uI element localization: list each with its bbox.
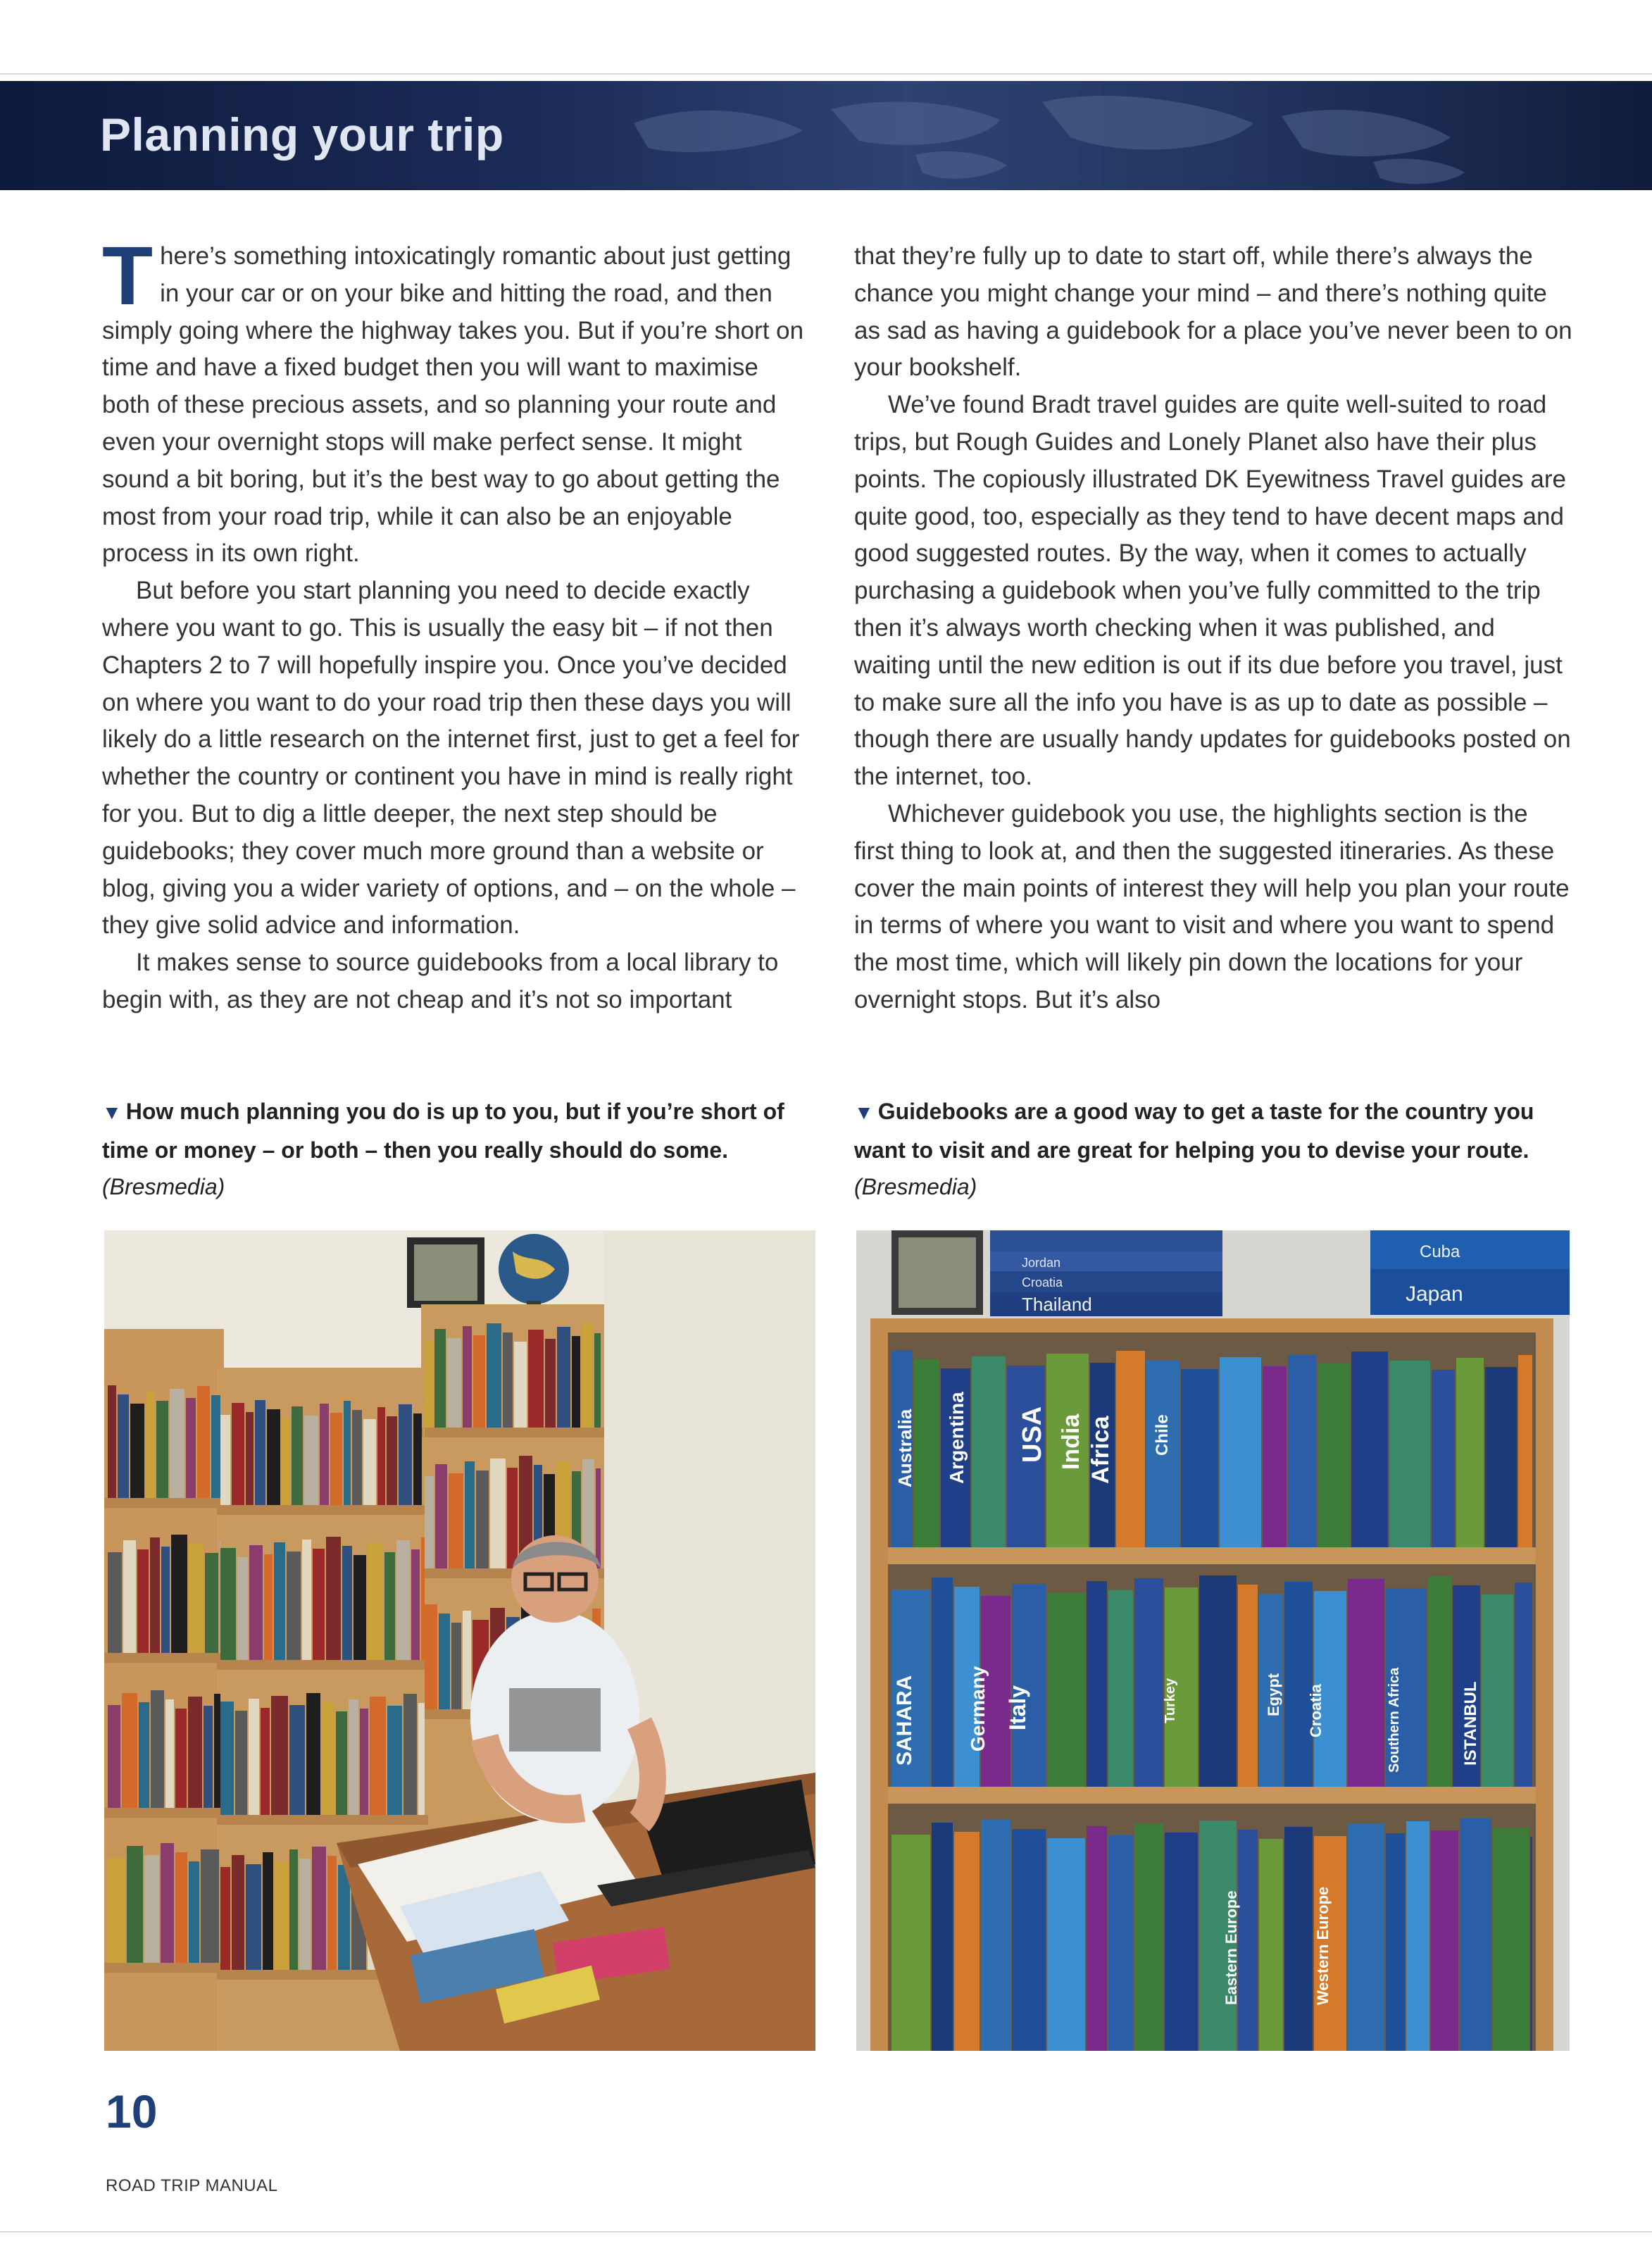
spine-label: Argentina xyxy=(946,1392,968,1484)
book-spine xyxy=(1087,1581,1107,1787)
book-spine xyxy=(188,1697,202,1808)
spine-label: Cuba xyxy=(1420,1242,1460,1261)
book-spine xyxy=(413,1413,422,1505)
book-spine xyxy=(1108,1835,1133,2051)
book-spine xyxy=(289,1849,298,1970)
book-spine xyxy=(463,1326,472,1428)
book-spine xyxy=(151,1690,164,1808)
book-spine xyxy=(425,1476,434,1568)
book-spine xyxy=(261,1708,270,1815)
book-spine xyxy=(130,1404,144,1498)
book-spine xyxy=(503,1332,513,1428)
book-spine xyxy=(1165,1833,1198,2051)
book-spine xyxy=(423,1402,425,1505)
book-spine xyxy=(170,1389,184,1498)
book-spine xyxy=(421,1537,425,1660)
book-spine xyxy=(249,1545,263,1660)
spine-label: Jordan xyxy=(1022,1256,1061,1270)
book-spine xyxy=(396,1540,410,1660)
book-spine xyxy=(594,1333,601,1428)
book-spine xyxy=(304,1416,318,1505)
book-spine xyxy=(572,1336,580,1428)
book-spine xyxy=(302,1540,311,1660)
book-spine xyxy=(1263,1366,1287,1547)
book-spine xyxy=(891,1835,930,2051)
book-spine xyxy=(275,1861,288,1970)
spine-label: Chile xyxy=(1153,1414,1172,1456)
book-spine xyxy=(368,1543,383,1660)
book-spine xyxy=(1348,1824,1384,2051)
book-spine xyxy=(377,1407,385,1505)
book-spine xyxy=(434,1329,446,1428)
book-spine xyxy=(344,1401,351,1505)
spine-label: Japan xyxy=(1406,1282,1463,1306)
book-spine xyxy=(232,1403,244,1505)
caption-triangle-icon: ▼ xyxy=(854,1101,874,1123)
book-spine xyxy=(384,1552,395,1660)
book-spine xyxy=(137,1549,149,1653)
book-spine xyxy=(189,1544,204,1653)
book-spine xyxy=(1485,1367,1517,1547)
book-spine xyxy=(220,1415,230,1505)
photo-man-planning xyxy=(104,1230,815,2051)
left-text-column xyxy=(102,230,806,1019)
book-spine xyxy=(320,1404,329,1505)
book-spine xyxy=(1181,1369,1218,1547)
book-spine xyxy=(139,1702,149,1808)
section-banner xyxy=(0,81,1652,190)
book-spine xyxy=(232,1855,244,1970)
spine-label: Croatia xyxy=(1307,1684,1325,1737)
book-spine xyxy=(507,1468,518,1568)
book-spine xyxy=(289,1705,305,1815)
book-spine xyxy=(156,1401,168,1498)
book-spine xyxy=(349,1699,358,1815)
book-spine xyxy=(274,1542,285,1660)
book-spine xyxy=(1108,1590,1133,1787)
book-spine xyxy=(363,1419,376,1505)
spine-label: Thailand xyxy=(1022,1294,1092,1315)
book-spine xyxy=(425,1604,437,1709)
intro-paragraph xyxy=(102,230,806,573)
book-spine xyxy=(144,1855,159,1963)
book-spine xyxy=(165,1699,174,1808)
book-spine xyxy=(220,1548,236,1660)
top-rule xyxy=(0,73,1652,75)
book-spine xyxy=(545,1339,556,1428)
caption-text: Guidebooks are a good way to get a taste for the country you want to visit and are great for helping you to devise your route. xyxy=(854,1099,1534,1163)
book-spine xyxy=(189,1861,199,1963)
book-spine xyxy=(411,1549,420,1660)
book-spine xyxy=(1012,1829,1046,2051)
book-spine xyxy=(439,1613,450,1709)
book-spine xyxy=(1386,1833,1405,2051)
book-spine xyxy=(932,1578,953,1787)
book-spine xyxy=(418,1703,425,1815)
book-spine xyxy=(108,1858,125,1963)
spine-label: Croatia xyxy=(1022,1275,1063,1290)
book-spine xyxy=(205,1553,218,1653)
book-spine xyxy=(161,1843,174,1963)
book-spine xyxy=(255,1400,265,1505)
body-paragraph: Whichever guidebook you use, the highlights section is the first thing to look at, and then the suggested itineraries. As these cover the main points of interest they will help you plan your route in terms of where you want to visit and where you want to spend the most time, which will likely pin down the locations for your overnight stops. But it’s also xyxy=(854,799,1570,1013)
book-spine xyxy=(1087,1826,1107,2051)
book-spine xyxy=(490,1459,506,1568)
photo-credit: (Bresmedia) xyxy=(854,1174,977,1199)
book-spine xyxy=(1238,1830,1258,2051)
book-spine xyxy=(352,1410,362,1505)
page-title: Planning your trip xyxy=(100,108,504,161)
book-spine xyxy=(360,1709,368,1815)
right-text-column xyxy=(854,238,1572,1019)
book-spine xyxy=(463,1611,471,1709)
body-paragraph: But before you start planning you need to decide exactly where you want to go. This is usually the easy bit – if not then Chapters 2 to 7 will hopefully inspire you. Once you’ve decided on where you want to do your road trip then these days you will likely do a little research on the internet first, just to get a feel for whether the country or continent you have in mind is really right for you. But to dig a little deeper, the next step should be guidebooks; they cover much more ground than a website or blog, giving you a wider variety of options, and – on the whole – they give solid advice and information. xyxy=(102,577,800,940)
book-spine xyxy=(327,1856,337,1970)
book-spine xyxy=(249,1699,259,1815)
book-spine xyxy=(1351,1352,1388,1547)
caption-text: How much planning you do is up to you, but if you’re short of time or money – or both – then you really should do some. xyxy=(102,1099,784,1163)
book-spine xyxy=(171,1535,187,1653)
running-title: ROAD TRIP MANUAL xyxy=(106,2176,278,2195)
book-spine xyxy=(981,1820,1010,2051)
book-spine xyxy=(108,1385,116,1498)
book-spine xyxy=(312,1847,326,1970)
book-spine xyxy=(342,1546,352,1660)
book-spine xyxy=(465,1461,475,1568)
book-spine xyxy=(237,1557,248,1660)
book-spine xyxy=(214,1694,220,1808)
book-spine xyxy=(267,1409,280,1505)
book-spine xyxy=(263,1852,273,1970)
book-spine xyxy=(1518,1355,1532,1547)
book-spine xyxy=(1406,1821,1429,2051)
book-spine xyxy=(287,1552,301,1660)
spine-label: ISTANBUL xyxy=(1461,1681,1480,1766)
book-spine xyxy=(1284,1827,1313,2051)
book-spine xyxy=(1134,1578,1163,1787)
book-spine xyxy=(264,1554,273,1660)
book-spine xyxy=(1482,1594,1513,1787)
drop-cap: T xyxy=(102,230,154,323)
book-spine xyxy=(235,1711,247,1815)
photo-caption-left xyxy=(102,1093,806,1206)
book-spine xyxy=(1456,1358,1484,1547)
book-spine xyxy=(146,1392,155,1498)
book-spine xyxy=(387,1416,397,1505)
book-spine xyxy=(954,1832,980,2051)
book-spine xyxy=(582,1324,593,1428)
book-spine xyxy=(175,1709,187,1808)
book-spine xyxy=(447,1338,461,1428)
book-spine xyxy=(435,1464,447,1568)
spine-label: Southern Africa xyxy=(1387,1667,1402,1773)
book-spine xyxy=(175,1852,187,1963)
book-spine xyxy=(487,1323,501,1428)
book-spine xyxy=(1238,1585,1258,1787)
book-spine xyxy=(1515,1583,1532,1787)
book-spine xyxy=(476,1471,489,1568)
book-spine xyxy=(322,1702,334,1815)
book-spine xyxy=(473,1335,485,1428)
spine-label: Australia xyxy=(894,1409,915,1487)
book-spine xyxy=(292,1406,303,1505)
photo-credit: (Bresmedia) xyxy=(102,1174,225,1199)
spine-label: India xyxy=(1058,1413,1084,1470)
book-spine xyxy=(1047,1838,1085,2051)
book-spine xyxy=(211,1395,220,1498)
photo-guidebook-shelf xyxy=(856,1230,1570,2051)
book-spine xyxy=(1530,1837,1532,2051)
book-spine xyxy=(1259,1839,1283,2051)
book-spine xyxy=(1220,1357,1261,1547)
book-spine xyxy=(1318,1363,1350,1547)
book-spine xyxy=(204,1706,213,1808)
book-spine xyxy=(246,1412,254,1505)
book-spine xyxy=(403,1694,417,1815)
book-spine xyxy=(108,1552,122,1653)
book-spine xyxy=(932,1823,953,2051)
book-spine xyxy=(1389,1361,1430,1547)
spine-label: Eastern Europe xyxy=(1222,1890,1240,2005)
book-spine xyxy=(127,1846,143,1963)
book-spine xyxy=(306,1693,320,1815)
spine-label: Germany xyxy=(967,1666,989,1752)
book-spine xyxy=(330,1413,342,1505)
spine-label: Africa xyxy=(1087,1416,1114,1484)
book-spine xyxy=(299,1859,311,1970)
book-spine xyxy=(451,1623,461,1709)
book-spine xyxy=(282,1418,290,1505)
book-spine xyxy=(353,1555,366,1660)
caption-triangle-icon: ▼ xyxy=(102,1101,122,1123)
book-spine xyxy=(123,1540,136,1653)
intro-paragraph-text: here’s something intoxicatingly romantic about just getting in your car or on your bike and hitting the road, and then simply going where the highway takes you. But if you’re short on time and have a fixed budget then you will want to maximise both of these precious assets, and so planning your route and even your overnight stops will make perfect sense. It might sound a bit boring, but it’s the best way to go about getting the most from your road trip, while it can also be an enjoyable process in its own right. xyxy=(102,242,804,568)
spine-label: Turkey xyxy=(1163,1678,1178,1723)
book-spine xyxy=(425,1341,433,1428)
book-spine xyxy=(220,1702,234,1815)
spine-label: Italy xyxy=(1005,1685,1030,1730)
book-spine xyxy=(1428,1576,1451,1787)
book-spine xyxy=(118,1394,129,1498)
body-paragraph: that they’re fully up to date to start off, while there’s always the chance you might change your mind – and there’s nothing quite as sad as having a guidebook for a place you’ve never been to on your bookshelf. xyxy=(854,242,1572,382)
book-spine xyxy=(161,1547,170,1653)
book-spine xyxy=(201,1849,219,1963)
book-spine xyxy=(972,1356,1006,1547)
book-spine xyxy=(514,1342,527,1428)
spine-label: USA xyxy=(1018,1406,1047,1463)
book-spine xyxy=(1348,1579,1384,1787)
spine-label: SAHARA xyxy=(893,1675,916,1766)
book-spine xyxy=(399,1404,412,1505)
photo-caption-right xyxy=(854,1093,1572,1206)
book-spine xyxy=(1432,1370,1455,1547)
book-spine xyxy=(596,1468,601,1568)
book-spine xyxy=(557,1327,570,1428)
book-spine xyxy=(186,1398,196,1498)
book-spine xyxy=(313,1549,325,1660)
bottom-rule xyxy=(0,2231,1652,2233)
spine-label: Egypt xyxy=(1265,1673,1282,1716)
book-spine xyxy=(1047,1593,1085,1787)
book-spine xyxy=(1288,1354,1316,1547)
book-spine xyxy=(1199,1575,1237,1787)
book-spine xyxy=(449,1473,463,1568)
book-spine xyxy=(336,1711,347,1815)
book-spine xyxy=(122,1693,137,1808)
book-spine xyxy=(528,1330,544,1428)
book-spine xyxy=(108,1705,120,1808)
book-spine xyxy=(1493,1828,1529,2051)
page-number: 10 xyxy=(106,2085,158,2137)
body-paragraph: It makes sense to source guidebooks from a local library to begin with, as they are not cheap and it’s not so important xyxy=(102,949,779,1013)
book-spine xyxy=(246,1864,261,1970)
book-spine xyxy=(1134,1823,1163,2051)
book-spine xyxy=(150,1537,160,1653)
book-spine xyxy=(914,1359,939,1547)
book-spine xyxy=(1116,1351,1145,1547)
book-spine xyxy=(1431,1830,1458,2051)
spine-label: Western Europe xyxy=(1314,1886,1332,2005)
book-spine xyxy=(271,1696,288,1815)
book-spine xyxy=(197,1386,210,1498)
book-spine xyxy=(220,1867,230,1970)
book-spine xyxy=(1460,1818,1491,2051)
body-paragraph: We’ve found Bradt travel guides are quite well-suited to road trips, but Rough Guides and Lonely Planet also have their plus points. The copiously illustrated DK Eyewitness Travel guides are quite good, too, especially as they tend to have decent maps and good suggested routes. By the way, when it comes to actually purchasing a guidebook when you’ve fully committed to the trip then it’s always worth checking when it was published, and waiting until the new edition is out if its due before you travel, just to make sure all the info you have is as up to date as possible – though there are usually handy updates for guidebooks posted on the internet, too. xyxy=(854,391,1571,791)
book-spine xyxy=(387,1706,402,1815)
book-spine xyxy=(370,1697,386,1815)
book-spine xyxy=(326,1537,341,1660)
